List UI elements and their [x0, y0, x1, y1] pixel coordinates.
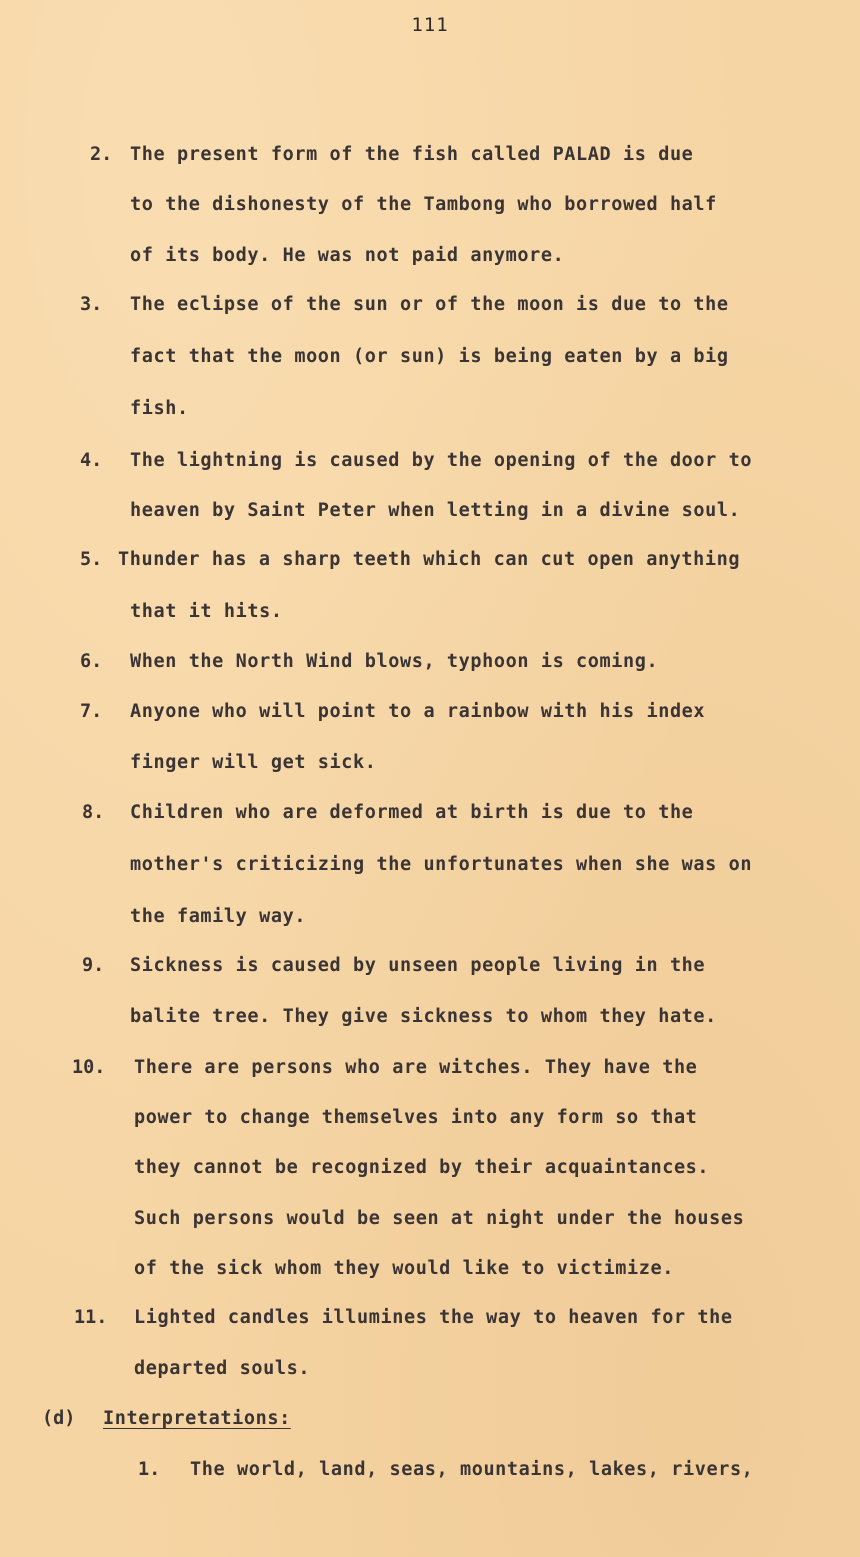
item-number: 8. [82, 802, 105, 823]
item-number: 3. [80, 294, 103, 315]
item-number: 2. [90, 144, 113, 165]
item-line: When the North Wind blows, typhoon is coming. [130, 651, 659, 672]
page-number: 111 [411, 14, 449, 36]
item-number: 4. [80, 450, 103, 471]
item-line: Thunder has a sharp teeth which can cut open anything [118, 549, 741, 570]
item-line: fish. [130, 398, 189, 419]
item-line: they cannot be recognized by their acquaintances. [134, 1157, 710, 1178]
sub-item-line: The world, land, seas, mountains, lakes, rivers, [190, 1459, 754, 1480]
item-line: fact that the moon (or sun) is being eaten by a big [130, 346, 729, 367]
item-line: of the sick whom they would like to victimize. [134, 1258, 674, 1279]
item-line: Such persons would be seen at night under the houses [134, 1208, 745, 1229]
item-line: Anyone who will point to a rainbow with his index [130, 701, 706, 722]
item-line: that it hits. [130, 601, 283, 622]
item-line: The eclipse of the sun or of the moon is due to the [130, 294, 729, 315]
item-line: heaven by Saint Peter when letting in a divine soul. [130, 500, 741, 521]
item-line: There are persons who are witches. They have the [134, 1057, 698, 1078]
item-line: of its body. He was not paid anymore. [130, 245, 565, 266]
item-line: balite tree. They give sickness to whom they hate. [130, 1006, 717, 1027]
item-line: The present form of the fish called PALAD is due [130, 144, 694, 165]
item-line: power to change themselves into any form so that [134, 1107, 698, 1128]
item-number: 10. [72, 1057, 106, 1078]
item-line: departed souls. [134, 1358, 311, 1379]
item-number: 7. [80, 701, 103, 722]
item-number: 9. [82, 955, 105, 976]
section-label: (d) [42, 1408, 76, 1429]
item-line: to the dishonesty of the Tambong who borrowed half [130, 194, 717, 215]
item-number: 11. [74, 1307, 108, 1328]
item-number: 6. [80, 651, 103, 672]
item-number: 5. [80, 549, 103, 570]
item-line: Children who are deformed at birth is due to the [130, 802, 694, 823]
item-line: the family way. [130, 906, 307, 927]
section-title: Interpretations: [103, 1408, 291, 1429]
item-line: finger will get sick. [130, 752, 377, 773]
item-line: The lightning is caused by the opening of the door to [130, 450, 753, 471]
item-line: Sickness is caused by unseen people living in the [130, 955, 706, 976]
sub-item-number: 1. [138, 1459, 161, 1480]
item-line: Lighted candles illumines the way to heaven for the [134, 1307, 733, 1328]
item-line: mother's criticizing the unfortunates when she was on [130, 854, 753, 875]
